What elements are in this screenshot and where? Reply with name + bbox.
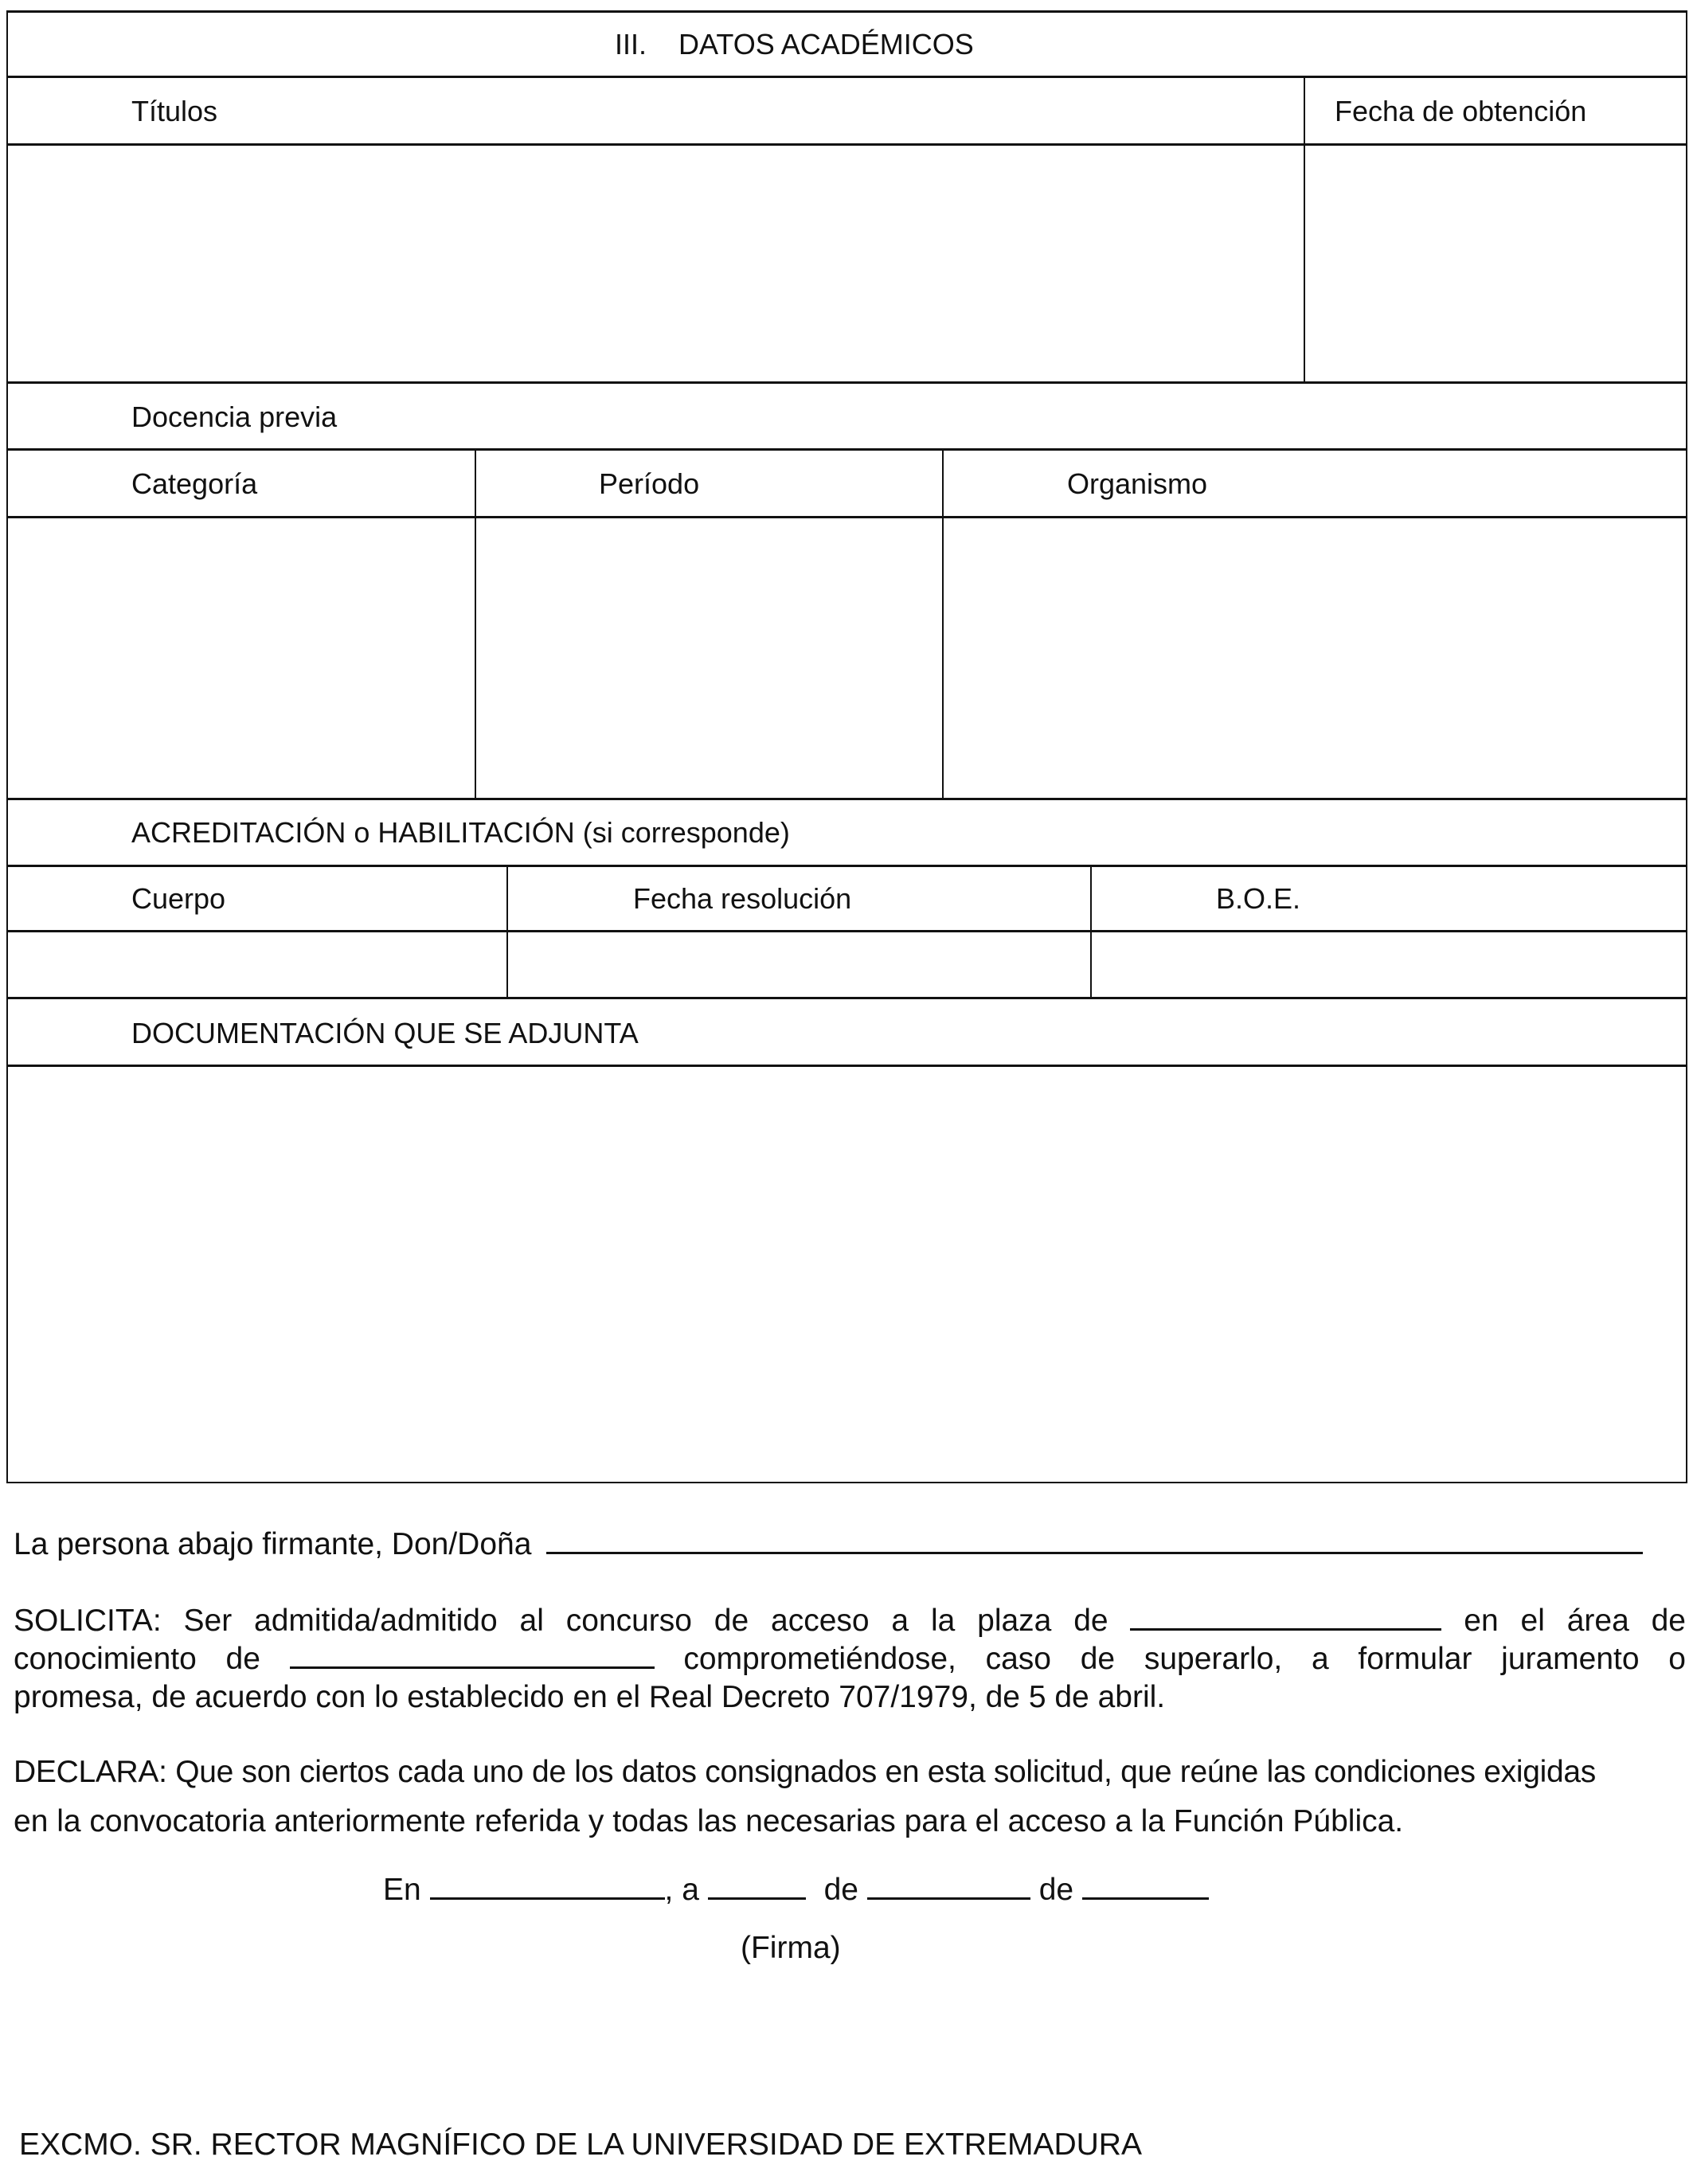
dia-blank[interactable] <box>708 1873 806 1900</box>
organismo-header: Organismo <box>1067 467 1208 500</box>
boe-input[interactable] <box>1093 932 1685 996</box>
table-border-top <box>7 10 1687 13</box>
lugar-blank[interactable] <box>430 1873 665 1900</box>
firmante-label: La persona abajo firmante, Don/Doña <box>14 1527 532 1561</box>
date-place-line <box>383 1873 1209 1908</box>
solicita-line-2 <box>14 1642 1686 1677</box>
anio-blank[interactable] <box>1082 1873 1209 1900</box>
documentacion-heading: DOCUMENTACIÓN QUE SE ADJUNTA <box>131 1017 639 1049</box>
acreditacion-heading: ACREDITACIÓN o HABILITACIÓN (si corresponde) <box>131 816 790 849</box>
declara-line-2: en la convocatoria anteriormente referida y todas las necesarias para el acceso a la Función Pública. <box>14 1804 1404 1838</box>
cuerpo-header: Cuerpo <box>131 882 226 915</box>
row-divider <box>7 997 1687 999</box>
solicita-text: en el área de <box>1464 1604 1686 1638</box>
boe-header: B.O.E. <box>1216 882 1301 915</box>
column-divider <box>1304 76 1305 383</box>
row-divider <box>7 865 1687 867</box>
row-divider <box>7 76 1687 78</box>
categoria-header: Categoría <box>131 467 258 500</box>
periodo-input[interactable] <box>477 518 941 797</box>
column-divider <box>1090 865 1092 998</box>
row-divider <box>7 798 1687 800</box>
area-conocimiento-blank[interactable] <box>290 1643 655 1669</box>
titulos-header: Títulos <box>131 95 218 127</box>
fecha-obtencion-input[interactable] <box>1306 146 1685 381</box>
solicita-text: comprometiéndose, caso de superarlo, a formular juramento o <box>683 1642 1686 1676</box>
plaza-blank[interactable] <box>1130 1604 1441 1631</box>
nombre-blank[interactable] <box>546 1528 1643 1554</box>
organismo-input[interactable] <box>944 518 1685 797</box>
solicita-line-3: promesa, de acuerdo con lo establecido en el Real Decreto 707/1979, de 5 de abril. <box>14 1680 1166 1714</box>
documentacion-input[interactable] <box>8 1067 1685 1481</box>
declara-line-1: DECLARA: Que son ciertos cada uno de los datos consignados en esta solicitud, que reúne las condiciones exigidas <box>14 1755 1596 1789</box>
firmante-line <box>14 1527 1643 1562</box>
column-divider <box>506 865 508 998</box>
mes-blank[interactable] <box>867 1873 1030 1900</box>
titulos-input[interactable] <box>8 146 1303 381</box>
row-divider <box>7 448 1687 451</box>
column-divider <box>942 449 944 799</box>
periodo-header: Período <box>599 467 700 500</box>
table-border-right <box>1686 10 1687 1483</box>
destinatario: EXCMO. SR. RECTOR MAGNÍFICO DE LA UNIVERSIDAD DE EXTREMADURA <box>19 2127 1142 2162</box>
solicita-text: conocimiento de <box>14 1642 260 1676</box>
table-border-bottom <box>7 1482 1687 1483</box>
de-label: de <box>823 1873 858 1907</box>
fecha-obtencion-header: Fecha de obtención <box>1335 95 1587 127</box>
a-label: , a <box>664 1873 699 1907</box>
row-divider <box>7 381 1687 384</box>
fecha-resolucion-input[interactable] <box>509 932 1089 996</box>
solicita-text: SOLICITA: Ser admitida/admitido al concurso de acceso a la plaza de <box>14 1604 1108 1638</box>
docencia-previa-heading: Docencia previa <box>131 400 338 433</box>
firma-label: (Firma) <box>741 1931 841 1965</box>
section-title: III. DATOS ACADÉMICOS <box>615 28 974 61</box>
signature-area[interactable] <box>478 1967 1115 2110</box>
de-label: de <box>1038 1873 1074 1907</box>
solicita-line-1 <box>14 1604 1686 1639</box>
fecha-resolucion-header: Fecha resolución <box>633 882 852 915</box>
column-divider <box>475 449 476 799</box>
categoria-input[interactable] <box>8 518 474 797</box>
cuerpo-input[interactable] <box>8 932 506 996</box>
en-label: En <box>383 1873 421 1907</box>
